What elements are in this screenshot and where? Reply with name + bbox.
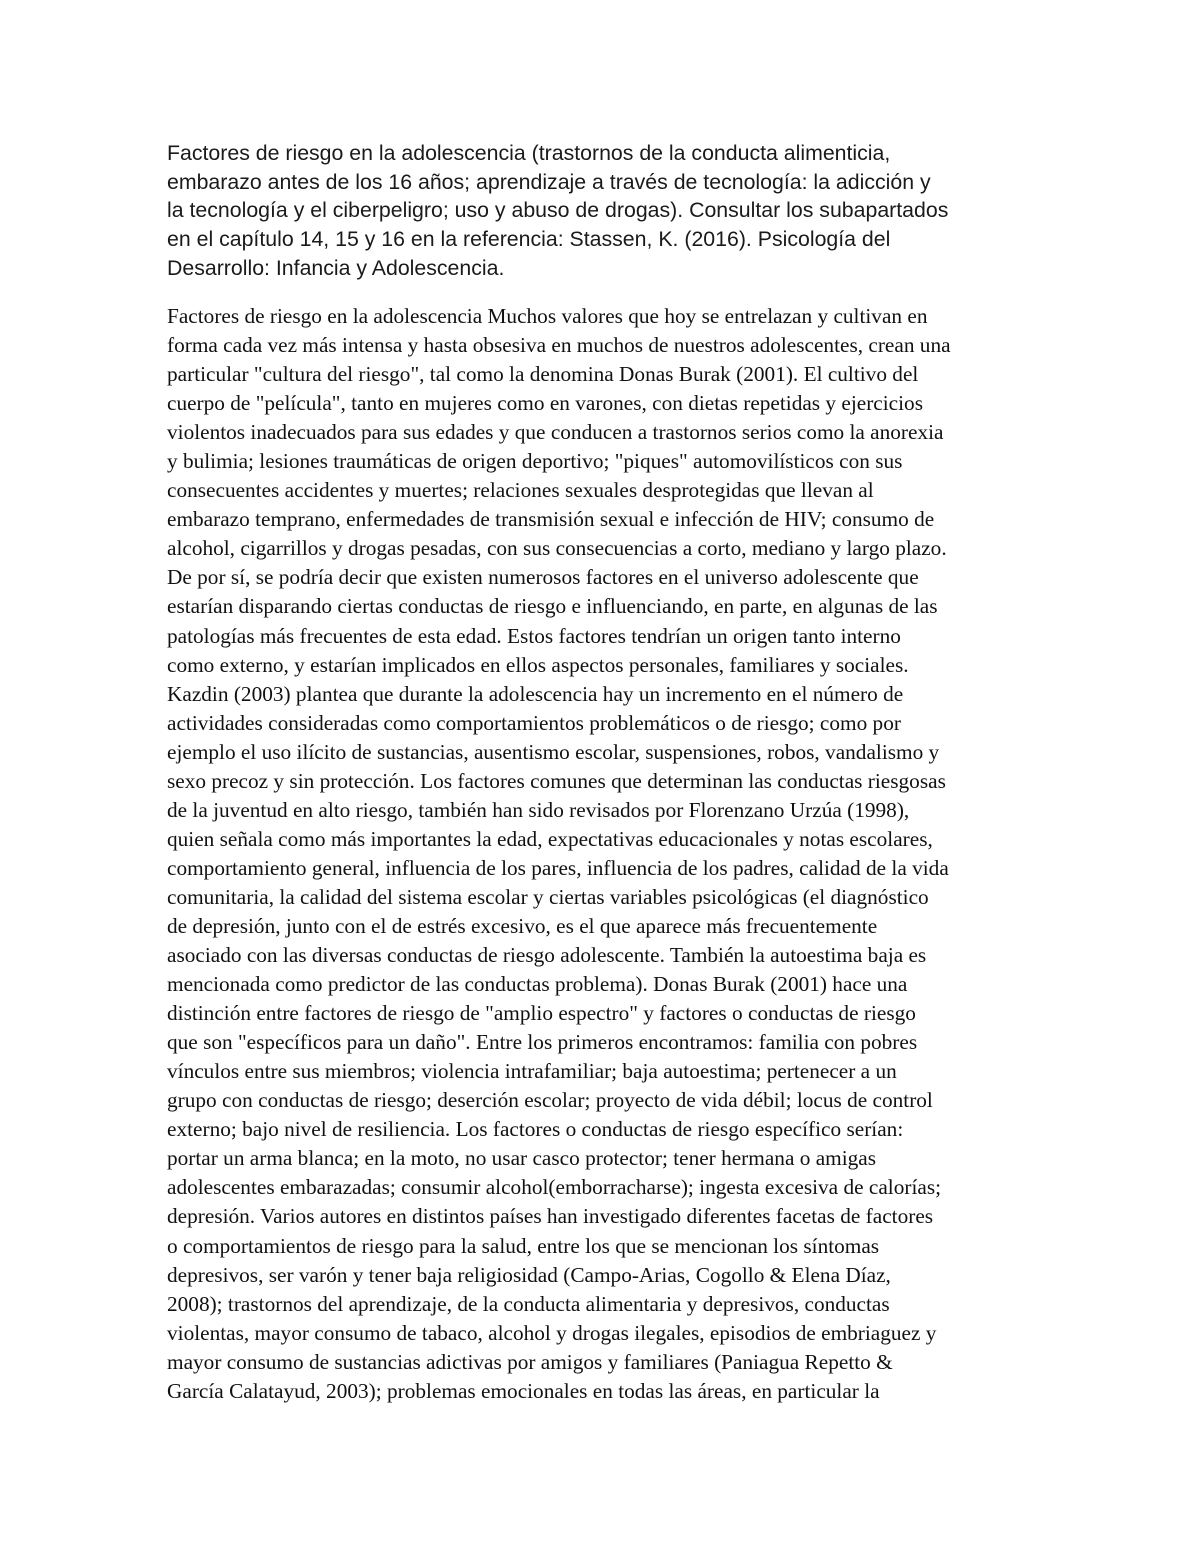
body-line: particular "cultura del riesgo", tal como la denomina Donas Burak (2001). El cultivo del <box>167 362 919 387</box>
body-line: y bulimia; lesiones traumáticas de origen deportivo; "piques" automovilísticos con sus <box>167 449 903 474</box>
heading-line: embarazo antes de los 16 años; aprendizaje a través de tecnología: la adicción y <box>167 169 931 194</box>
body-line: Factores de riesgo en la adolescencia Muchos valores que hoy se entrelazan y cultivan en <box>167 304 928 328</box>
body-line: García Calatayud, 2003); problemas emocionales en todas las áreas, en particular la <box>167 1378 880 1403</box>
body-line: comportamiento general, influencia de los pares, influencia de los padres, calidad de la vida <box>167 855 949 880</box>
body-line: que son "específicos para un daño". Entre los primeros encontramos: familia con pobres <box>167 1030 918 1055</box>
body-line: comunitaria, la calidad del sistema escolar y ciertas variables psicológicas (el diagnóstico <box>167 884 929 909</box>
body-line: De por sí, se podría decir que existen numerosos factores en el universo adolescente que <box>167 565 919 590</box>
body-line: cuerpo de "película", tanto en mujeres como en varones, con dietas repetidas y ejercicios <box>167 391 923 416</box>
heading-line: Desarrollo: Infancia y Adolescencia. <box>167 255 505 280</box>
body-line: quien señala como más importantes la edad, expectativas educacionales y notas escolares, <box>167 826 933 851</box>
heading-line: en el capítulo 14, 15 y 16 en la referencia: Stassen, K. (2016). Psicología del <box>167 227 891 252</box>
body-line: de depresión, junto con el de estrés excesivo, es el que aparece más frecuentemente <box>167 913 878 938</box>
heading-line: Factores de riesgo en la adolescencia (trastornos de la conducta alimenticia, <box>167 141 891 165</box>
body-line: grupo con conductas de riesgo; deserción escolar; proyecto de vida débil; locus de control <box>167 1088 933 1113</box>
body-line: mencionada como predictor de las conductas problema). Donas Burak (2001) hace una <box>167 972 908 997</box>
body-line: externo; bajo nivel de resiliencia. Los factores o conductas de riesgo específico serían: <box>167 1117 904 1142</box>
body-line: estarían disparando ciertas conductas de riesgo e influenciando, en parte, en algunas de las <box>167 594 938 619</box>
body-line: depresivos, ser varón y tener baja religiosidad (Campo-Arias, Cogollo & Elena Díaz, <box>167 1262 891 1287</box>
body-line: violentos inadecuados para sus edades y que conducen a trastornos serios como la anorexia <box>167 420 944 445</box>
assignment-heading <box>167 139 1047 283</box>
body-line: consecuentes accidentes y muertes; relaciones sexuales desprotegidas que llevan al <box>167 478 874 503</box>
body-line: distinción entre factores de riesgo de "amplio espectro" y factores o conductas de riesgo <box>167 1001 916 1026</box>
body-line: vínculos entre sus miembros; violencia intrafamiliar; baja autoestima; pertenecer a un <box>167 1059 897 1084</box>
body-line: portar un arma blanca; en la moto, no usar casco protector; tener hermana o amigas <box>167 1146 877 1171</box>
body-line: actividades consideradas como comportamientos problemáticos o de riesgo; como por <box>167 710 901 735</box>
body-line: sexo precoz y sin protección. Los factores comunes que determinan las conductas riesgosas <box>167 768 946 793</box>
body-line: adolescentes embarazadas; consumir alcohol(emborracharse); ingesta excesiva de calorías; <box>167 1175 942 1200</box>
body-line: 2008); trastornos del aprendizaje, de la conducta alimentaria y depresivos, conductas <box>167 1291 890 1316</box>
body-line: ejemplo el uso ilícito de sustancias, ausentismo escolar, suspensiones, robos, vandalismo y <box>167 739 940 764</box>
body-line: embarazo temprano, enfermedades de transmisión sexual e infección de HIV; consumo de <box>167 507 935 532</box>
body-line: patologías más frecuentes de esta edad. Estos factores tendrían un origen tanto interno <box>167 623 901 648</box>
body-line: de la juventud en alto riesgo, también han sido revisados por Florenzano Urzúa (1998), <box>167 797 910 822</box>
body-line: violentas, mayor consumo de tabaco, alcohol y drogas ilegales, episodios de embriaguez y <box>167 1320 937 1345</box>
body-line: asociado con las diversas conductas de riesgo adolescente. También la autoestima baja es <box>167 943 927 968</box>
body-line: mayor consumo de sustancias adictivas por amigos y familiares (Paniagua Repetto & <box>167 1349 893 1374</box>
body-paragraph <box>167 302 1047 1406</box>
body-line: depresión. Varios autores en distintos países han investigado diferentes facetas de factores <box>167 1204 934 1229</box>
heading-line: la tecnología y el ciberpeligro; uso y abuso de drogas). Consultar los subapartados <box>167 198 949 223</box>
body-line: alcohol, cigarrillos y drogas pesadas, con sus consecuencias a corto, mediano y largo plazo. <box>167 536 947 561</box>
body-line: forma cada vez más intensa y hasta obsesiva en muchos de nuestros adolescentes, crean una <box>167 333 951 358</box>
body-line: o comportamientos de riesgo para la salud, entre los que se mencionan los síntomas <box>167 1233 880 1258</box>
body-line: Kazdin (2003) plantea que durante la adolescencia hay un incremento en el número de <box>167 681 904 706</box>
body-line: como externo, y estarían implicados en ellos aspectos personales, familiares y sociales. <box>167 652 909 677</box>
